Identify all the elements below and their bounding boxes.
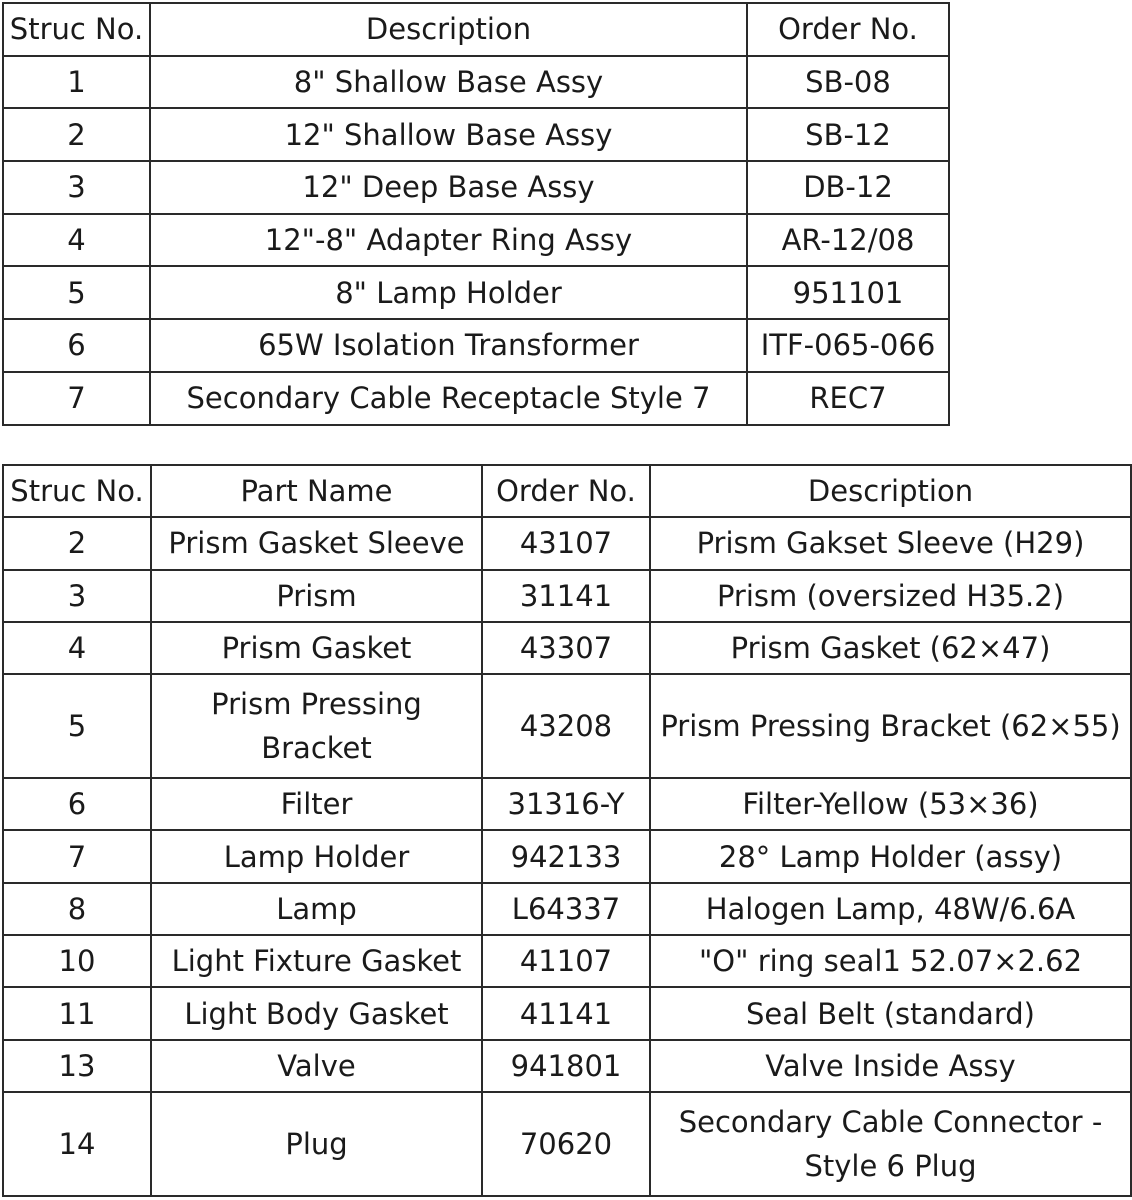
order-no-cell: ITF-065-066 [747, 319, 949, 372]
description-cell: 12" Deep Base Assy [150, 161, 747, 214]
description-cell: Secondary Cable Receptacle Style 7 [150, 372, 747, 425]
header-order-no: Order No. [482, 465, 650, 517]
part-name-cell: Light Body Gasket [151, 987, 482, 1039]
table-row [3, 570, 1131, 622]
struc-no-cell: 7 [3, 372, 150, 425]
order-no-cell: REC7 [747, 372, 949, 425]
order-no-cell: 43307 [482, 622, 650, 674]
part-name-cell: Light Fixture Gasket [151, 935, 482, 987]
order-no-cell: 43208 [482, 674, 650, 778]
part-name-cell: Prism Gasket Sleeve [151, 517, 482, 569]
header-description: Description [150, 3, 747, 56]
description-cell: Secondary Cable Connector -Style 6 Plug [650, 1092, 1131, 1196]
struc-no-cell: 7 [3, 830, 151, 882]
table-row [3, 674, 1131, 778]
struc-no-cell: 6 [3, 778, 151, 830]
order-no-cell: 31141 [482, 570, 650, 622]
order-no-cell: 942133 [482, 830, 650, 882]
struc-no-cell: 13 [3, 1040, 151, 1092]
table-row [3, 622, 1131, 674]
table-row [3, 778, 1131, 830]
header-struc-no: Struc No. [3, 465, 151, 517]
order-no-cell: 31316-Y [482, 778, 650, 830]
description-cell: 65W Isolation Transformer [150, 319, 747, 372]
order-no-cell: 70620 [482, 1092, 650, 1196]
description-cell: Filter-Yellow (53×36) [650, 778, 1131, 830]
struc-no-cell: 2 [3, 108, 150, 161]
description-cell: "O" ring seal1 52.07×2.62 [650, 935, 1131, 987]
part-name-cell: Lamp [151, 883, 482, 935]
description-cell: Halogen Lamp, 48W/6.6A [650, 883, 1131, 935]
struc-no-cell: 2 [3, 517, 151, 569]
order-no-cell: 43107 [482, 517, 650, 569]
struc-no-cell: 11 [3, 987, 151, 1039]
description-cell: 12" Shallow Base Assy [150, 108, 747, 161]
table-row [3, 987, 1131, 1039]
part-name-cell: Valve [151, 1040, 482, 1092]
description-cell: Prism Pressing Bracket (62×55) [650, 674, 1131, 778]
description-cell: Seal Belt (standard) [650, 987, 1131, 1039]
order-no-cell: 41107 [482, 935, 650, 987]
struc-no-cell: 3 [3, 570, 151, 622]
order-no-cell: L64337 [482, 883, 650, 935]
struc-no-cell: 6 [3, 319, 150, 372]
table-row [3, 1092, 1131, 1196]
order-no-cell: 941801 [482, 1040, 650, 1092]
header-struc-no: Struc No. [3, 3, 150, 56]
order-no-cell: AR-12/08 [747, 214, 949, 267]
header-part-name: Part Name [151, 465, 482, 517]
order-no-cell: DB-12 [747, 161, 949, 214]
table-row [3, 319, 949, 372]
description-cell: Prism (oversized H35.2) [650, 570, 1131, 622]
part-name-cell: Prism Pressing Bracket [151, 674, 482, 778]
struc-no-cell: 8 [3, 883, 151, 935]
assemblies-table [2, 2, 950, 426]
table-row [3, 56, 949, 109]
struc-no-cell: 14 [3, 1092, 151, 1196]
table-row [3, 108, 949, 161]
table-row [3, 266, 949, 319]
description-cell: Valve Inside Assy [650, 1040, 1131, 1092]
part-name-cell: Lamp Holder [151, 830, 482, 882]
struc-no-cell: 5 [3, 674, 151, 778]
table-row [3, 935, 1131, 987]
description-cell: 12"-8" Adapter Ring Assy [150, 214, 747, 267]
struc-no-cell: 4 [3, 622, 151, 674]
struc-no-cell: 4 [3, 214, 150, 267]
description-cell: Prism Gasket (62×47) [650, 622, 1131, 674]
part-name-cell: Plug [151, 1092, 482, 1196]
table-row [3, 372, 949, 425]
table-row [3, 830, 1131, 882]
table-row [3, 883, 1131, 935]
struc-no-cell: 1 [3, 56, 150, 109]
part-name-cell: Prism [151, 570, 482, 622]
header-row [3, 465, 1131, 517]
order-no-cell: 951101 [747, 266, 949, 319]
description-cell: Prism Gakset Sleeve (H29) [650, 517, 1131, 569]
table-row [3, 517, 1131, 569]
header-order-no: Order No. [747, 3, 949, 56]
description-cell: 8" Shallow Base Assy [150, 56, 747, 109]
table-row [3, 214, 949, 267]
order-no-cell: SB-12 [747, 108, 949, 161]
header-row [3, 3, 949, 56]
struc-no-cell: 5 [3, 266, 150, 319]
part-name-cell: Filter [151, 778, 482, 830]
parts-table [2, 464, 1132, 1197]
table-row [3, 161, 949, 214]
struc-no-cell: 3 [3, 161, 150, 214]
header-description: Description [650, 465, 1131, 517]
struc-no-cell: 10 [3, 935, 151, 987]
description-cell: 8" Lamp Holder [150, 266, 747, 319]
order-no-cell: SB-08 [747, 56, 949, 109]
order-no-cell: 41141 [482, 987, 650, 1039]
table-row [3, 1040, 1131, 1092]
part-name-cell: Prism Gasket [151, 622, 482, 674]
description-cell: 28° Lamp Holder (assy) [650, 830, 1131, 882]
